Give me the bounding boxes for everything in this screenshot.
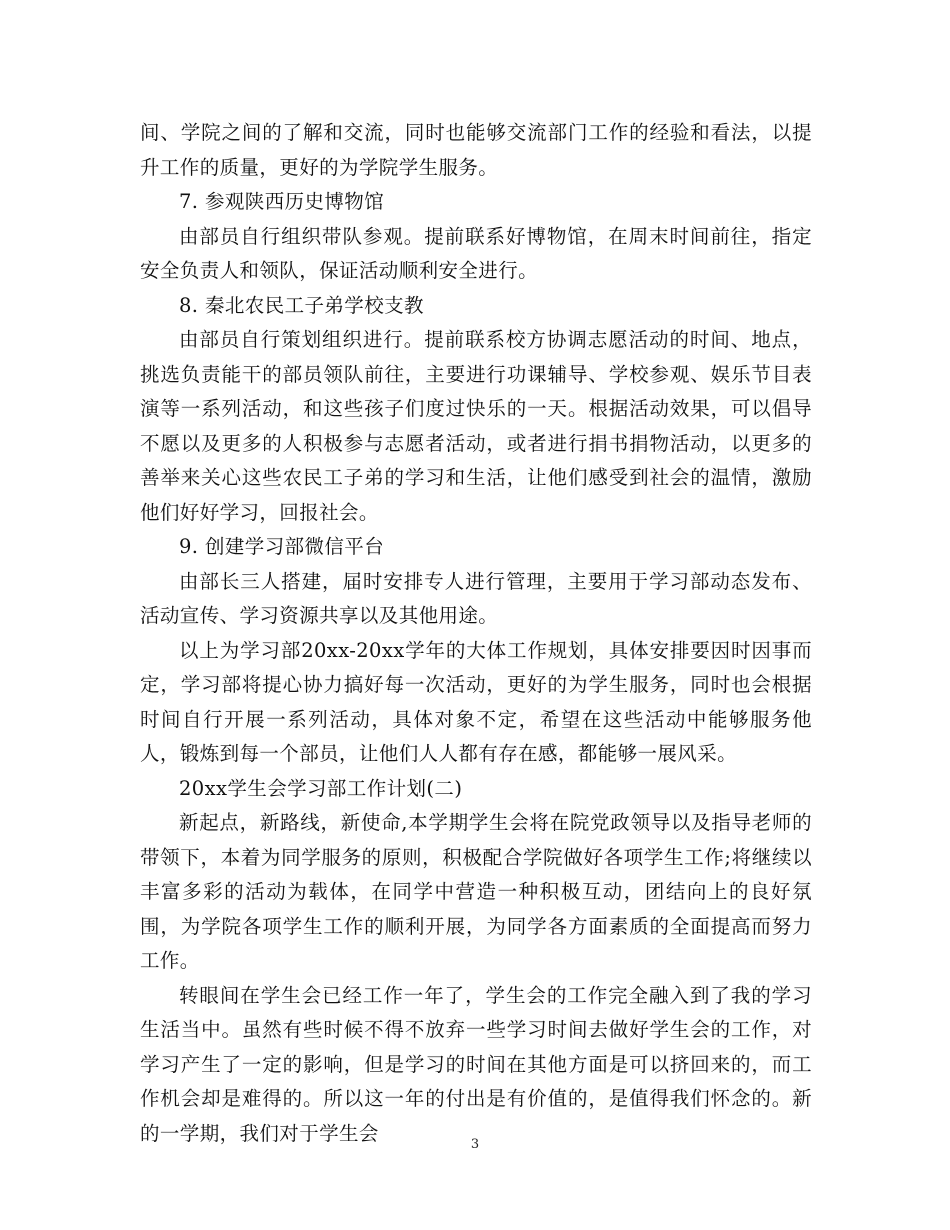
page-number: 3 [470,1137,480,1152]
heading-item-7: 7. 参观陕西历史博物馆 [179,190,385,213]
paragraph-volunteer-teaching: 由部员自行策划组织进行。提前联系校方协调志愿活动的时间、地点，挑选负责能干的部员领队前往，主要进行功课辅导、学校参观、娱乐节目表演等一系列活动，和这些孩子们度过快乐的一天。根据活动效果，可以倡导不愿以及更多的人积极参与志愿者活动，或者进行捐书捐物活动，以更多的善举来关心这些农民工子弟的学习和生活，让他们感受到社会的温情，激励他们好好学习，回报社会。 [140,328,812,524]
page-body [140,116,812,1151]
paragraph-summary: 以上为学习部20xx-20xx学年的大体工作规划，具体安排要因时因事而定，学习部将提心协力搞好每一次活动，更好的为学生服务，同时也会根据时间自行开展一系列活动，具体对象不定，希望在这些活动中能够服务他人，锻炼到每一个部员，让他们人人都有存在感，都能够一展风采。 [140,638,812,765]
section-title-plan-two: 20xx学生会学习部工作计划(二) [179,776,463,800]
paragraph-wechat-platform: 由部长三人搭建，届时安排专人进行管理，主要用于学习部动态发布、活动宣传、学习资源共享以及其他用途。 [140,569,812,627]
paragraph-continuation: 间、学院之间的了解和交流，同时也能够交流部门工作的经验和看法，以提升工作的质量，更好的为学院学生服务。 [140,121,812,179]
heading-item-9: 9. 创建学习部微信平台 [179,535,385,558]
paragraph-reflection: 转眼间在学生会已经工作一年了，学生会的工作完全融入到了我的学习生活当中。虽然有些时候不得不放弃一些学习时间去做好学生会的工作，对学习产生了一定的影响，但是学习的时间在其他方面是可以挤回来的，而工作机会却是难得的。所以这一年的付出是有价值的，是值得我们怀念的。新的一学期，我们对于学生会 [140,983,812,1145]
heading-item-8: 8. 秦北农民工子弟学校支教 [179,293,424,317]
paragraph-new-start: 新起点，新路线，新使命,本学期学生会将在院党政领导以及指导老师的带领下，本着为同学服务的原则，积极配合学院做好各项学生工作;将继续以丰富多彩的活动为载体，在同学中营造一种积极互动，团结向上的良好氛围，为学院各项学生工作的顺利开展，为同学各方面素质的全面提高而努力工作。 [140,811,812,972]
paragraph-museum: 由部员自行组织带队参观。提前联系好博物馆，在周末时间前往，指定安全负责人和领队，保证活动顺利安全进行。 [140,224,812,282]
